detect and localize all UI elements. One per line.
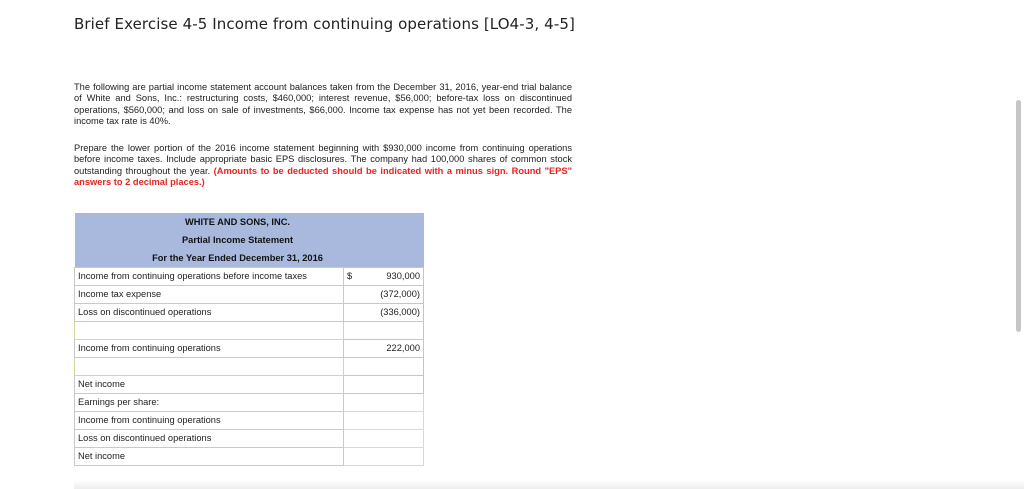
table-row <box>75 375 424 393</box>
statement-name: Partial Income Statement <box>75 231 344 249</box>
row-label-input[interactable] <box>75 321 344 339</box>
problem-instructions <box>74 143 572 188</box>
table-row <box>75 303 424 321</box>
income-statement-table <box>74 213 424 466</box>
row-label-input[interactable]: Loss on discontinued operations <box>75 303 344 321</box>
row-label-input[interactable]: Net income <box>75 447 344 465</box>
header-spacer <box>344 249 424 267</box>
row-label-input[interactable]: Income from continuing operations <box>75 411 344 429</box>
row-value-input[interactable] <box>344 375 424 393</box>
problem-description: The following are partial income statement account balances taken from the December 31, 2016, year-end trial balance of White and Sons, Inc.: restructuring costs, $460,000; interest revenue, $56,000; before-tax loss on discontinued operations, $560,000; and loss on sale of investments, $66,000. Income tax expense has not yet been recorded. The income tax rate is 40%. <box>74 82 572 126</box>
company-name: WHITE AND SONS, INC. <box>75 213 344 231</box>
header-spacer <box>344 231 424 249</box>
statement-period: For the Year Ended December 31, 2016 <box>75 249 344 267</box>
row-label-input[interactable]: Loss on discontinued operations <box>75 429 344 447</box>
header-spacer <box>344 213 424 231</box>
table-row <box>75 321 424 339</box>
row-value-input[interactable] <box>344 429 424 447</box>
row-label-input[interactable]: Income tax expense <box>75 285 344 303</box>
row-value-input[interactable]: (372,000) <box>344 285 424 303</box>
page-title: Brief Exercise 4-5 Income from continuing operations [LO4-3, 4-5] <box>74 15 575 33</box>
table-row <box>75 411 424 429</box>
row-value-input[interactable]: (336,000) <box>344 303 424 321</box>
row-label-input[interactable] <box>75 357 344 375</box>
bottom-shadow <box>74 480 1024 489</box>
row-value: 930,000 <box>386 271 420 281</box>
table-row <box>75 267 424 285</box>
table-row <box>75 339 424 357</box>
row-value-input[interactable] <box>344 357 424 375</box>
table-row <box>75 429 424 447</box>
table-row <box>75 447 424 465</box>
row-label-input[interactable]: Earnings per share: <box>75 393 344 411</box>
row-label-input[interactable]: Income from continuing operations <box>75 339 344 357</box>
vertical-scrollbar[interactable] <box>1016 100 1021 332</box>
row-value-input[interactable]: 222,000 <box>344 339 424 357</box>
instructions-note: (Amounts to be deducted should be indicated with a minus sign. Round "EPS" answers to 2 decimal places.) <box>74 165 572 187</box>
row-label-input[interactable]: Net income <box>75 375 344 393</box>
table-row <box>75 393 424 411</box>
row-label-input[interactable]: Income from continuing operations before income taxes <box>75 267 344 285</box>
row-value-input[interactable] <box>344 267 424 285</box>
currency-symbol: $ <box>347 271 353 281</box>
row-value-cell <box>344 393 424 411</box>
row-value-input[interactable] <box>344 411 424 429</box>
row-value-input[interactable] <box>344 447 424 465</box>
table-row <box>75 285 424 303</box>
table-row <box>75 357 424 375</box>
row-value-input[interactable] <box>344 321 424 339</box>
instructions-text: Prepare the lower portion of the 2016 income statement beginning with $930,000 income from continuing operations before income taxes. Include appropriate basic EPS disclosures. The company had 100,000 shares of common stock outstanding throughout the year. <box>74 143 572 176</box>
